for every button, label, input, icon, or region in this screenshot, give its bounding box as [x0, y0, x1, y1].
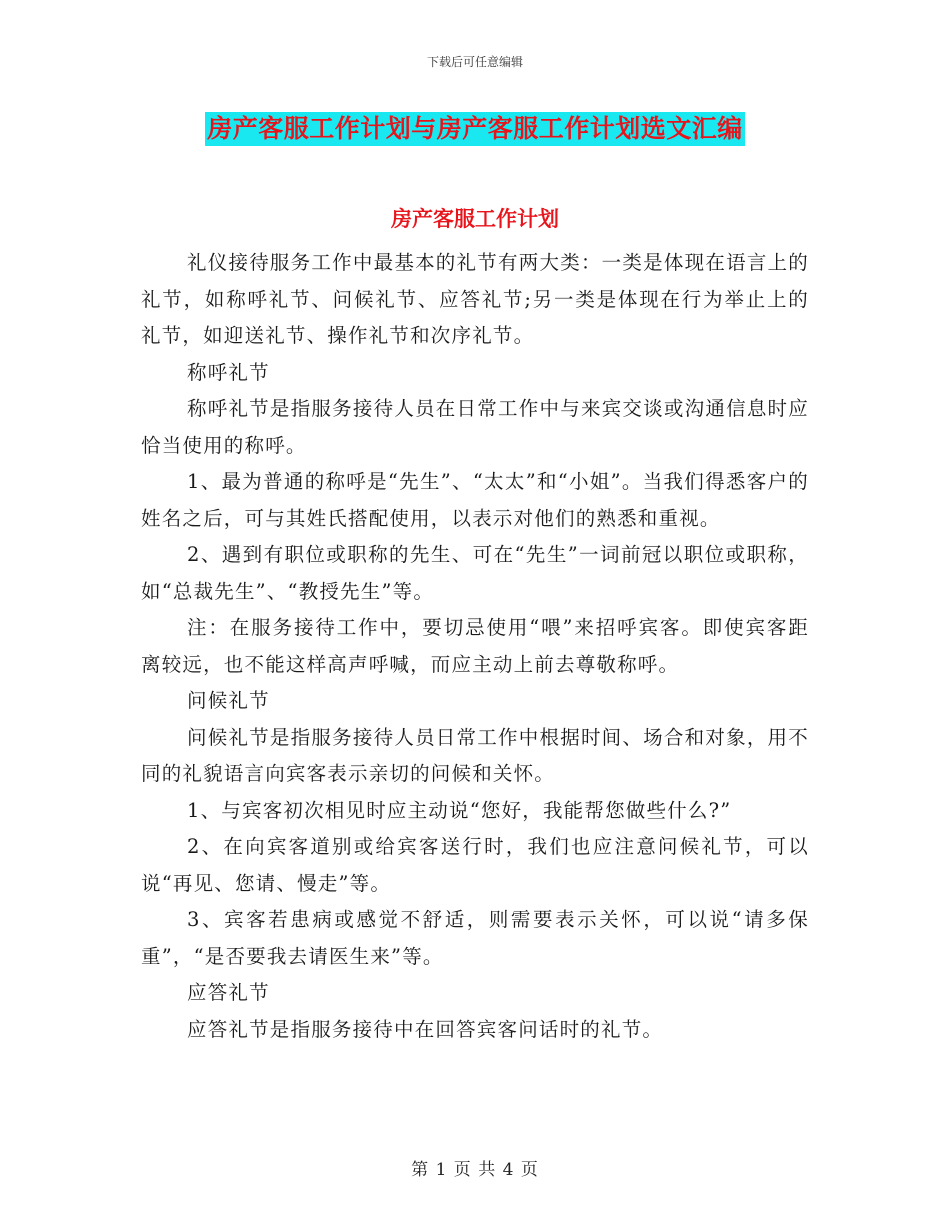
paragraph: 1、最为普通的称呼是“先生”、“太太”和“小姐”。当我们得悉客户的姓名之后，可与其姓氏搭配使用，以表示对他们的熟悉和重视。	[141, 470, 809, 530]
paragraph: 3、宾客若患病或感觉不舒适，则需要表示关怀，可以说“请多保重”，“是否要我去请医生来”等。	[141, 908, 809, 968]
subheading-response-etiquette: 应答礼节	[187, 981, 270, 1004]
paragraph: 1、与宾客初次相见时应主动说“您好，我能帮您做些什么?”	[187, 798, 732, 822]
paragraph: 应答礼节是指服务接待中在回答宾客问话时的礼节。	[187, 1017, 664, 1041]
document-body	[141, 245, 809, 1048]
subheading-addressing-etiquette: 称呼礼节	[187, 360, 270, 384]
paragraph: 注：在服务接待工作中，要切忌使用“喂”来招呼宾客。即使宾客距离较远，也不能这样高声呼喊，而应主动上前去尊敬称呼。	[141, 616, 809, 676]
page-header-note: 下载后可任意编辑	[426, 55, 523, 69]
document-title-container	[0, 112, 950, 146]
paragraph: 礼仪接待服务工作中最基本的礼节有两大类：一类是体现在语言上的礼节，如称呼礼节、问候礼节、应答礼节;另一类是体现在行为举止上的礼节，如迎送礼节、操作礼节和次序礼节。	[141, 251, 809, 347]
paragraph: 称呼礼节是指服务接待人员在日常工作中与来宾交谈或沟通信息时应恰当使用的称呼。	[141, 397, 809, 457]
section-title: 房产客服工作计划	[391, 207, 559, 231]
subheading-greeting-etiquette: 问候礼节	[187, 689, 270, 712]
paragraph: 2、遇到有职位或职称的先生、可在“先生”一词前冠以职位或职称，如“总裁先生”、“教授先生”等。	[141, 543, 809, 603]
paragraph: 2、在向宾客道别或给宾客送行时，我们也应注意问候礼节，可以说“再见、您请、慢走”等。	[141, 835, 809, 895]
paragraph: 问候礼节是指服务接待人员日常工作中根据时间、场合和对象，用不同的礼貌语言向宾客表示亲切的问候和关怀。	[141, 725, 809, 785]
document-title: 房产客服工作计划与房产客服工作计划选文汇编	[205, 112, 745, 146]
page-number-footer: 第 1 页 共 4 页	[411, 1160, 539, 1180]
